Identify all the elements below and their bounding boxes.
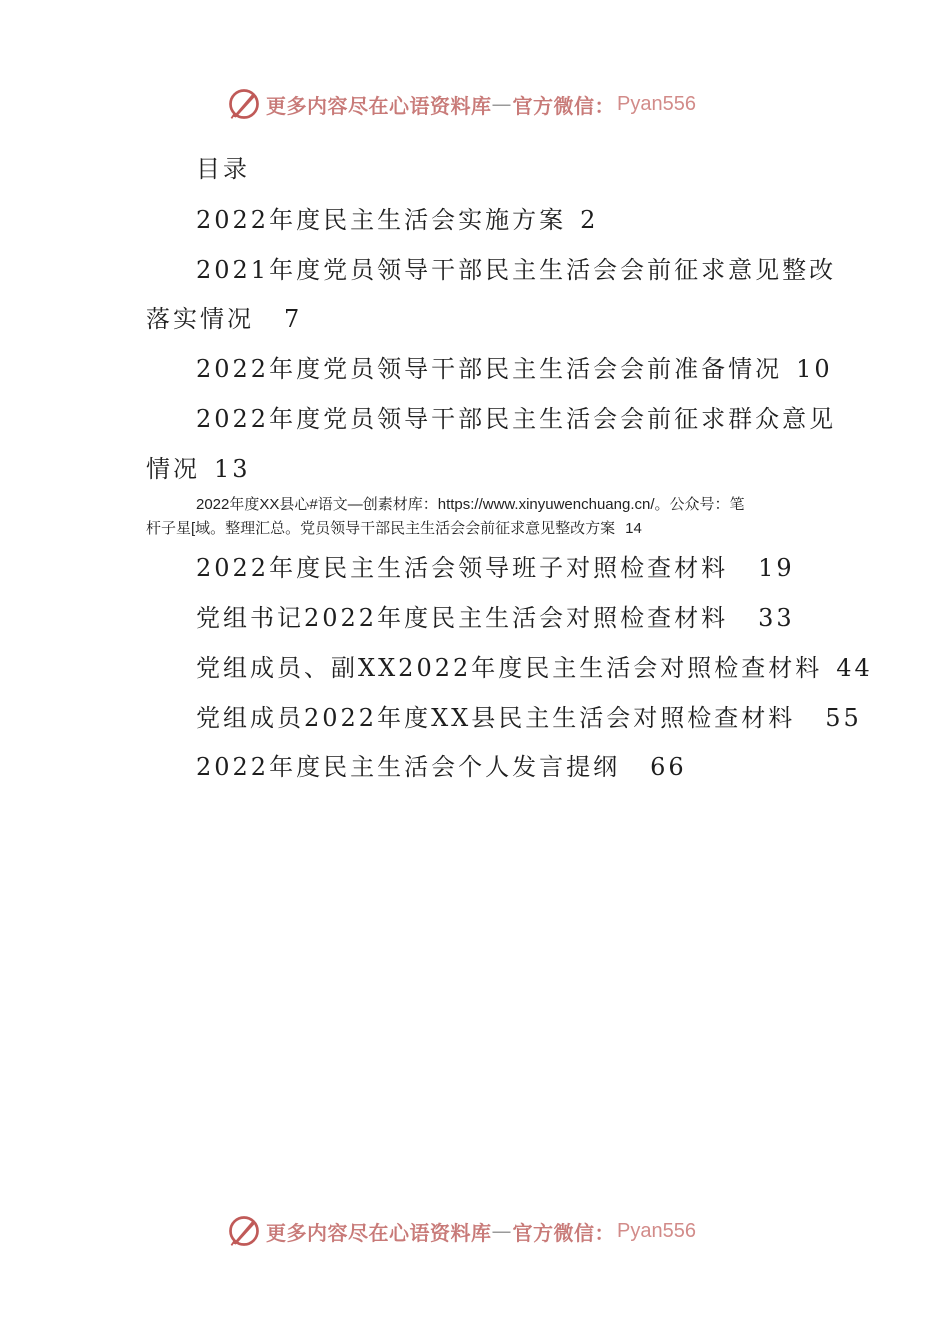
toc-entry-title: 2021年度党员领导干部民主生活会会前征求意见整改 [196,256,837,284]
toc-entry-8[interactable] [196,653,873,683]
toc-page-number: 2 [580,206,599,234]
toc-entry-4-continued[interactable] [146,454,251,484]
toc-entry-title: 2022年度党员领导干部民主生活会会前征求群众意见 [196,405,837,433]
toc-page-number: 19 [758,554,795,582]
toc-entry-title: 2022年度党员领导干部民主生活会会前准备情况 [196,355,783,383]
banner-text: 更多内容尽在心语资料库 [266,1220,492,1245]
toc-entry-5-continued[interactable] [146,518,642,540]
toc-entry-2-continued[interactable] [146,304,302,334]
banner-text: 更多内容尽在心语资料库 [266,93,492,118]
toc-entry-title: 党组成员2022年度XX县民主生活会对照检查材料 [196,704,796,732]
toc-title: 目录 [196,155,250,183]
toc-entry-7[interactable] [196,603,795,633]
toc-entry-title: 2022年度XX县心#语文—创素材库：https://www.xinyuwenchuang.cn/。公众号：笔 [196,496,745,513]
toc-page-number: 44 [836,654,873,682]
toc-entry-title: 2022年度民主生活会领导班子对照检查材料 [196,554,729,582]
toc-entry-title: 2022年度民主生活会实施方案 [196,206,567,234]
toc-entry-2[interactable] [196,255,836,285]
banner-label: 官方微信： [512,1220,615,1245]
toc-entry-3[interactable] [196,354,833,384]
toc-entry-title: 党组成员、副XX2022年度民主生活会对照检查材料 [196,654,823,682]
quill-logo-icon [226,1213,262,1249]
toc-page-number: 33 [758,604,795,632]
banner-separator: — [491,1219,513,1243]
toc-entry-title-continued: 杆子星[域。整理汇总。党员领导干部民主生活会会前征求意见整改方案 [146,520,616,537]
toc-entry-1[interactable] [196,205,598,235]
banner-separator: — [491,92,513,116]
toc-entry-title-continued: 落实情况 [146,305,254,333]
toc-page-number: 7 [284,305,303,333]
wechat-id: Pyan556 [617,92,696,115]
toc-entry-title-continued: 情况 [146,455,200,483]
toc-page-number: 66 [650,753,687,781]
toc-page-number: 55 [825,704,862,732]
toc-page-number: 10 [796,355,833,383]
toc-entry-title: 2022年度民主生活会个人发言提纲 [196,753,621,781]
toc-page-number: 13 [214,455,251,483]
toc-entry-4[interactable] [196,404,836,434]
toc-page-number: 14 [625,520,642,537]
toc-entry-10[interactable] [196,752,687,782]
footer-banner [226,1211,696,1251]
toc-entry-9[interactable] [196,703,862,733]
toc-entry-5[interactable] [196,494,745,516]
toc-entry-title: 党组书记2022年度民主生活会对照检查材料 [196,604,729,632]
wechat-id: Pyan556 [617,1219,696,1242]
toc-entry-6[interactable] [196,553,795,583]
banner-label: 官方微信： [512,93,615,118]
